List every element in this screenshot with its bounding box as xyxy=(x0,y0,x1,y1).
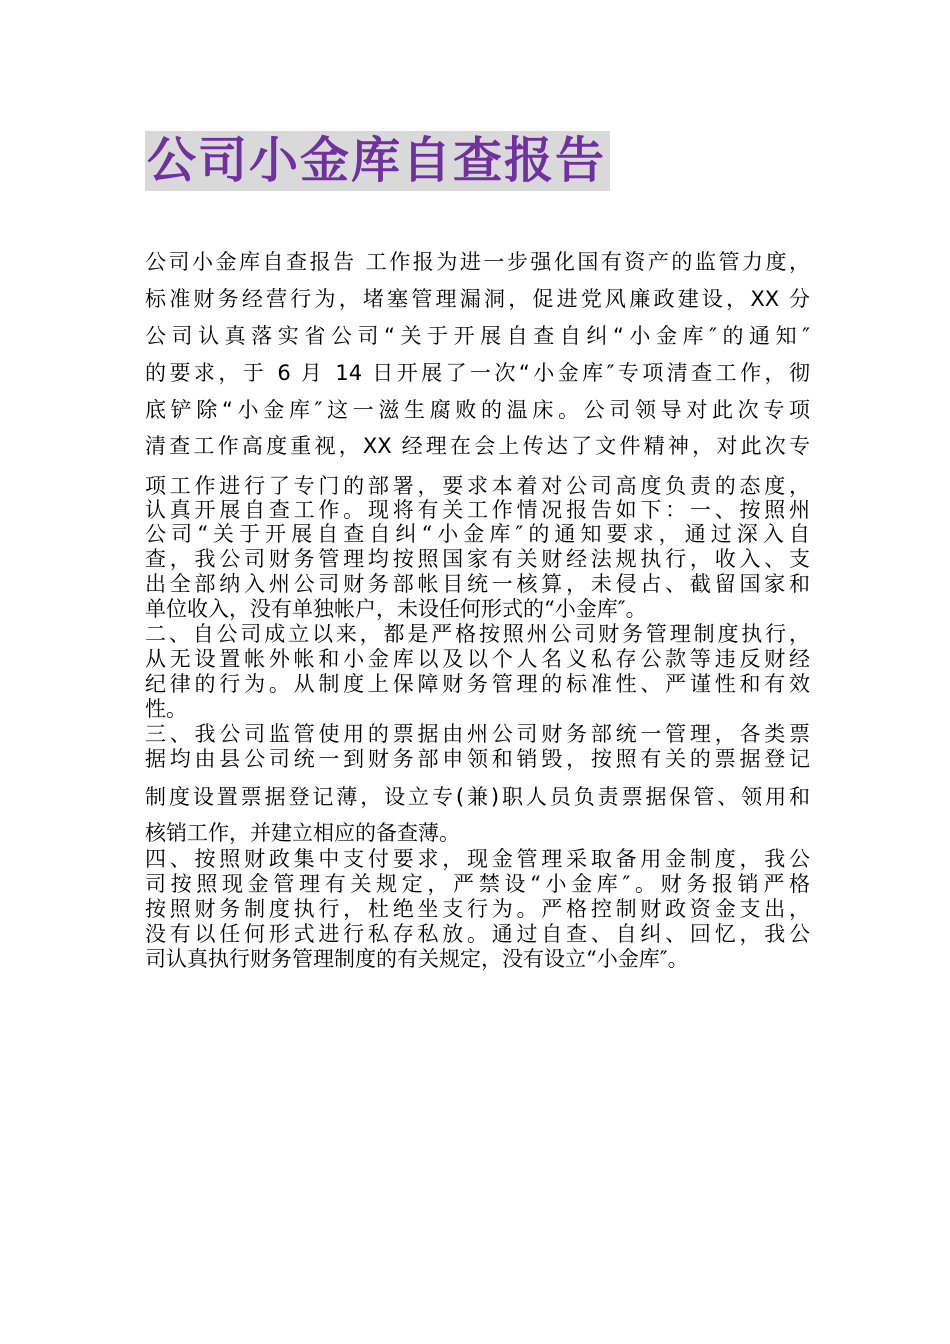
paragraph-line: 制度设置票据登记薄，设立专(兼)职人员负责票据保管、领用和 xyxy=(145,785,810,809)
paragraph-line: 认真开展自查工作。现将有关工作情况报告如下：一、按照州 xyxy=(145,498,810,522)
document-title: 公司小金库自查报告 xyxy=(145,131,610,191)
paragraph-line: 标准财务经营行为，堵塞管理漏洞，促进党风廉政建设，XX 分 xyxy=(145,287,810,311)
paragraph-line: 按照财务制度执行，杜绝坐支行为。严格控制财政资金支出， xyxy=(145,897,810,921)
paragraph-line: 司认真执行财务管理制度的有关规定，没有设立“小金库″。 xyxy=(145,947,689,971)
paragraph-line: 公司认真落实省公司“关于开展自查自纠“小金库″的通知″ xyxy=(145,324,810,348)
paragraph-line: 四、按照财政集中支付要求，现金管理采取备用金制度，我公 xyxy=(145,847,810,871)
paragraph-line: 纪律的行为。从制度上保障财务管理的标准性、严谨性和有效 xyxy=(145,672,810,696)
paragraph-line: 据均由县公司统一到财务部申领和销毁，按照有关的票据登记 xyxy=(145,747,810,771)
paragraph-line: 三、我公司监管使用的票据由州公司财务部统一管理，各类票 xyxy=(145,722,810,746)
paragraph-line: 核销工作，并建立相应的备查薄。 xyxy=(145,821,460,845)
paragraph-line: 查，我公司财务管理均按照国家有关财经法规执行，收入、支 xyxy=(145,547,810,571)
paragraph-line: 出全部纳入州公司财务部帐目统一核算，未侵占、截留国家和 xyxy=(145,572,810,596)
paragraph-line: 没有以任何形式进行私存私放。通过自查、自纠、回忆，我公 xyxy=(145,922,810,946)
paragraph-line: 公司小金库自查报告 工作报为进一步强化国有资产的监管力度， xyxy=(145,250,810,274)
paragraph-line: 从无设置帐外帐和小金库以及以个人名义私存公款等违反财经 xyxy=(145,647,810,671)
paragraph-line: 公司“关于开展自查自纠“小金库″的通知要求，通过深入自 xyxy=(145,522,810,546)
paragraph-line: 性。 xyxy=(145,697,187,721)
paragraph-line: 清查工作高度重视，XX 经理在会上传达了文件精神，对此次专 xyxy=(145,434,810,458)
paragraph-line: 二、自公司成立以来，都是严格按照州公司财务管理制度执行， xyxy=(145,622,810,646)
paragraph-line: 项工作进行了专门的部署，要求本着对公司高度负责的态度， xyxy=(145,474,810,498)
paragraph-line: 单位收入，没有单独帐户，未设任何形式的“小金库″。 xyxy=(145,597,647,621)
paragraph-line: 司按照现金管理有关规定，严禁设“小金库″。财务报销严格 xyxy=(145,872,810,896)
paragraph-line: 底铲除“小金库″这一滋生腐败的温床。公司领导对此次专项 xyxy=(145,398,810,422)
paragraph-line: 的要求，于 6 月 14 日开展了一次“小金库″专项清查工作，彻 xyxy=(145,361,810,385)
